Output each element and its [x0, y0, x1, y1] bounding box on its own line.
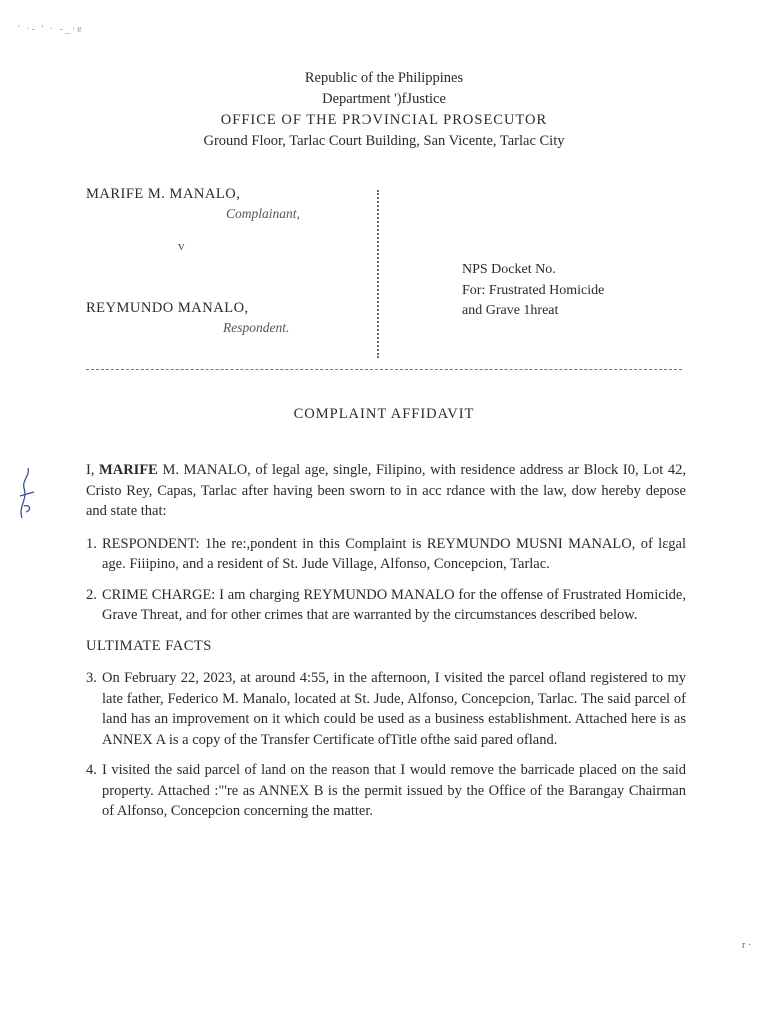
section-heading: ULTIMATE FACTS — [86, 637, 212, 654]
list-item — [86, 668, 686, 750]
item-text: CRIME CHARGE: I am charging REYMUNDO MANALO for the offense of Frustrated Homicide, Grave Threat, and for other crimes that are warranted by the circumstances described below. — [102, 586, 686, 623]
item-number: 1. — [86, 535, 97, 552]
item-text: I visited the said parcel of land on the reason that I would remove the barricade placed on the said property. Attached :"'re as ANNEX B is the permit issued by the Office of the Barangay Chairman of Alfonso, Concepcion concerning the matter. — [102, 762, 686, 819]
item-text: On February 22, 2023, at around 4:55, in the afternoon, I visited the parcel ofland registered to my late father, Federico M. Manalo, located at St. Jude, Alfonso, Concepcion, Tarlac. The said parcel of land has an improvement on it which could be used as a business establishment. Attached here is as ANNEX A is a copy of the Transfer Certificate ofTitle ofthe said pared ofland. — [102, 670, 686, 748]
scan-artifact-corner: r · — [742, 940, 752, 951]
margin-initials-signature — [14, 466, 40, 522]
docket-offense-line1: For: Frustrated Homicide — [462, 282, 605, 298]
affiant-name: MARIFE — [99, 462, 158, 478]
document-title: COMPLAINT AFFIDAVIT — [293, 406, 475, 422]
docket-info — [462, 260, 604, 322]
list-item — [86, 585, 686, 626]
caption-rule — [86, 369, 682, 370]
header-address: Ground Floor, Tarlac Court Building, San Vicente, Tarlac City — [203, 133, 565, 149]
versus-label: v — [178, 238, 185, 253]
list-item — [86, 760, 686, 822]
intro-text: M. MANALO, of legal age, single, Filipino, with residence address ar Block I0, Lot 42, Cristo Rey, Capas, Tarlac after having been sworn to in acc rdance with the law, dow hereby depose and state that: — [86, 462, 686, 519]
item-number: 2. — [86, 586, 97, 603]
respondent-name: REYMUNDO MANALO, — [86, 300, 249, 316]
header-republic: Republic of the Philippines — [304, 70, 464, 86]
respondent-role: Respondent. — [223, 320, 290, 335]
caption-divider — [377, 190, 379, 358]
item-text: RESPONDENT: 1he re:,pondent in this Complaint is REYMUNDO MUSNI MANALO, of lεgal age. Fiiipino, and a resident of St. Jude Village, Alfonso, Concepcion, Tarlac. — [102, 535, 686, 572]
complainant-name: MARIFE M. MANALO, — [86, 186, 241, 202]
docket-number: NPS Docket No. — [462, 262, 556, 277]
list-item — [86, 534, 686, 575]
docket-offense-line2: and Grave 1hreat — [462, 303, 559, 318]
header-office: OFFICE OF THE PRϽVINCIAL PROSECUTOR — [220, 112, 548, 128]
scan-artifact-mark: ' ·- ' · -_·e — [18, 24, 84, 35]
header-department: Department ')fJustice — [322, 91, 446, 107]
document-header — [0, 68, 768, 152]
complainant-role: Complainant, — [226, 206, 300, 221]
item-number: 3. — [86, 670, 97, 686]
intro-paragraph — [86, 460, 686, 522]
item-number: 4. — [86, 762, 97, 778]
affidavit-body — [86, 460, 686, 832]
intro-pre: I, — [86, 462, 100, 478]
